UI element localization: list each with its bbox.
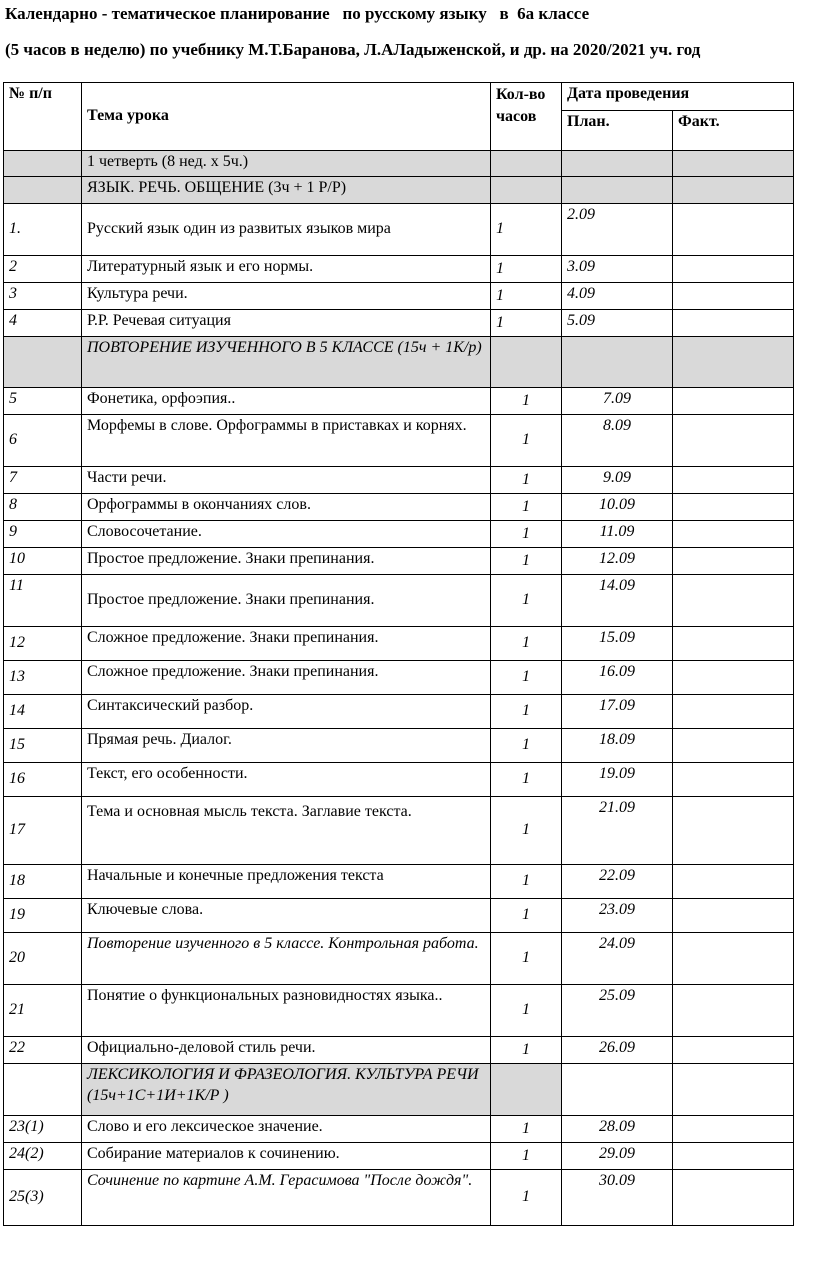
row-num: 11 (4, 575, 82, 627)
row-num: 25(3) (4, 1170, 82, 1226)
table-row (4, 388, 794, 415)
row-topic: Синтаксический разбор. (82, 695, 491, 729)
row-fact (673, 661, 794, 695)
row-count: 1 (491, 204, 562, 256)
header-fact: Факт. (673, 111, 794, 151)
row-count: 1 (491, 933, 562, 985)
table-row (4, 627, 794, 661)
table-row (4, 763, 794, 797)
row-num: 17 (4, 797, 82, 865)
row-plan: 17.09 (562, 695, 673, 729)
row-topic: Сочинение по картине А.М. Герасимова "После дождя". (82, 1170, 491, 1226)
row-fact (673, 899, 794, 933)
row-plan: 18.09 (562, 729, 673, 763)
table-row (4, 1143, 794, 1170)
row-count: 1 (491, 415, 562, 467)
row-plan: 16.09 (562, 661, 673, 695)
row-count: 1 (491, 729, 562, 763)
row-topic: Сложное предложение. Знаки препинания. (82, 661, 491, 695)
row-fact (673, 933, 794, 985)
row-topic: Текст, его особенности. (82, 763, 491, 797)
row-num: 24(2) (4, 1143, 82, 1170)
row-count: 1 (491, 1037, 562, 1064)
row-fact (673, 494, 794, 521)
header-topic: Тема урока (82, 83, 491, 151)
row-fact (673, 627, 794, 661)
row-num: 2 (4, 256, 82, 283)
table-row (4, 548, 794, 575)
header-num: № п/п (4, 83, 82, 151)
row-topic: Фонетика, орфоэпия.. (82, 388, 491, 415)
row-count: 1 (491, 1143, 562, 1170)
table-row (4, 283, 794, 310)
row-count: 1 (491, 256, 562, 283)
table-row (4, 521, 794, 548)
table-row (4, 575, 794, 627)
row-count: 1 (491, 548, 562, 575)
row-plan: 14.09 (562, 575, 673, 627)
row-plan: 4.09 (562, 283, 673, 310)
table-row (4, 865, 794, 899)
row-topic: Р.Р. Речевая ситуация (82, 310, 491, 337)
row-plan: 5.09 (562, 310, 673, 337)
row-plan: 19.09 (562, 763, 673, 797)
table-row (4, 415, 794, 467)
row-num: 18 (4, 865, 82, 899)
row-plan: 25.09 (562, 985, 673, 1037)
row-num: 13 (4, 661, 82, 695)
row-plan: 15.09 (562, 627, 673, 661)
row-topic: Литературный язык и его нормы. (82, 256, 491, 283)
table-row (4, 256, 794, 283)
section-row (4, 151, 794, 177)
row-fact (673, 1143, 794, 1170)
row-plan: 30.09 (562, 1170, 673, 1226)
row-topic: Орфограммы в окончаниях слов. (82, 494, 491, 521)
row-fact (673, 388, 794, 415)
row-num: 4 (4, 310, 82, 337)
row-plan: 10.09 (562, 494, 673, 521)
row-num: 12 (4, 627, 82, 661)
row-fact (673, 256, 794, 283)
row-topic: Понятие о функциональных разновидностях языка.. (82, 985, 491, 1037)
row-plan: 26.09 (562, 1037, 673, 1064)
row-topic: Прямая речь. Диалог. (82, 729, 491, 763)
row-topic: Тема и основная мысль текста. Заглавие текста. (82, 797, 491, 865)
row-num: 9 (4, 521, 82, 548)
table-row (4, 933, 794, 985)
row-topic: Культура речи. (82, 283, 491, 310)
lesson-plan-table (3, 82, 794, 1226)
row-plan: 29.09 (562, 1143, 673, 1170)
row-topic: Собирание материалов к сочинению. (82, 1143, 491, 1170)
row-topic: Простое предложение. Знаки препинания. (82, 548, 491, 575)
table-row (4, 1116, 794, 1143)
row-count: 1 (491, 985, 562, 1037)
row-fact (673, 548, 794, 575)
section-row (4, 177, 794, 204)
row-num: 1. (4, 204, 82, 256)
row-num: 5 (4, 388, 82, 415)
row-plan: 7.09 (562, 388, 673, 415)
section-title: ПОВТОРЕНИЕ ИЗУЧЕННОГО В 5 КЛАССЕ (15ч + 1К/р) (82, 337, 491, 388)
table-row (4, 797, 794, 865)
table-row (4, 1037, 794, 1064)
row-plan: 11.09 (562, 521, 673, 548)
section-title: ЯЗЫК. РЕЧЬ. ОБЩЕНИЕ (3ч + 1 Р/Р) (82, 177, 491, 204)
row-count: 1 (491, 521, 562, 548)
table-row (4, 661, 794, 695)
header-plan: План. (562, 111, 673, 151)
table-row (4, 494, 794, 521)
row-count: 1 (491, 1116, 562, 1143)
row-count: 1 (491, 763, 562, 797)
table-row (4, 310, 794, 337)
row-num: 8 (4, 494, 82, 521)
row-plan: 3.09 (562, 256, 673, 283)
row-fact (673, 1170, 794, 1226)
row-fact (673, 521, 794, 548)
row-count: 1 (491, 388, 562, 415)
section-row (4, 337, 794, 388)
document-title: Календарно - тематическое планирование по русскому языку в 6а классе (5, 4, 590, 23)
row-count: 1 (491, 283, 562, 310)
header-count: Кол-во часов (491, 83, 562, 151)
row-count: 1 (491, 695, 562, 729)
document-subtitle: (5 часов в неделю) по учебнику М.Т.Баранова, Л.АЛадыженской, и др. на 2020/2021 уч. год (5, 40, 701, 59)
row-plan: 12.09 (562, 548, 673, 575)
row-count: 1 (491, 1170, 562, 1226)
row-fact (673, 865, 794, 899)
row-num: 7 (4, 467, 82, 494)
header-date: Дата проведения (562, 83, 794, 111)
row-topic: Слово и его лексическое значение. (82, 1116, 491, 1143)
header-row (4, 83, 794, 111)
row-fact (673, 283, 794, 310)
row-count: 1 (491, 575, 562, 627)
row-topic: Морфемы в слове. Орфограммы в приставках и корнях. (82, 415, 491, 467)
row-num: 14 (4, 695, 82, 729)
row-fact (673, 763, 794, 797)
row-fact (673, 467, 794, 494)
row-topic: Повторение изученного в 5 классе. Контрольная работа. (82, 933, 491, 985)
row-plan: 22.09 (562, 865, 673, 899)
row-plan: 28.09 (562, 1116, 673, 1143)
section-title: ЛЕКСИКОЛОГИЯ И ФРАЗЕОЛОГИЯ. КУЛЬТУРА РЕЧИ (15ч+1С+1И+1К/Р ) (82, 1064, 491, 1116)
row-count: 1 (491, 467, 562, 494)
row-count: 1 (491, 899, 562, 933)
row-plan: 9.09 (562, 467, 673, 494)
table-row (4, 985, 794, 1037)
row-fact (673, 415, 794, 467)
row-num: 6 (4, 415, 82, 467)
row-num: 21 (4, 985, 82, 1037)
row-fact (673, 1037, 794, 1064)
row-fact (673, 575, 794, 627)
row-fact (673, 695, 794, 729)
row-topic: Простое предложение. Знаки препинания. (82, 575, 491, 627)
row-topic: Словосочетание. (82, 521, 491, 548)
row-fact (673, 729, 794, 763)
table-row (4, 695, 794, 729)
row-topic: Русский язык один из развитых языков мира (82, 204, 491, 256)
row-plan: 2.09 (562, 204, 673, 256)
row-plan: 21.09 (562, 797, 673, 865)
row-num: 23(1) (4, 1116, 82, 1143)
row-num: 3 (4, 283, 82, 310)
row-num: 10 (4, 548, 82, 575)
row-plan: 8.09 (562, 415, 673, 467)
row-plan: 24.09 (562, 933, 673, 985)
row-num: 20 (4, 933, 82, 985)
row-topic: Сложное предложение. Знаки препинания. (82, 627, 491, 661)
row-count: 1 (491, 865, 562, 899)
quarter-label: 1 четверть (8 нед. х 5ч.) (82, 151, 491, 177)
row-topic: Ключевые слова. (82, 899, 491, 933)
row-plan: 23.09 (562, 899, 673, 933)
row-fact (673, 310, 794, 337)
row-topic: Начальные и конечные предложения текста (82, 865, 491, 899)
section-row (4, 1064, 794, 1116)
row-fact (673, 797, 794, 865)
row-count: 1 (491, 627, 562, 661)
row-num: 15 (4, 729, 82, 763)
row-topic: Части речи. (82, 467, 491, 494)
table-row (4, 467, 794, 494)
row-num: 19 (4, 899, 82, 933)
row-fact (673, 1116, 794, 1143)
row-topic: Официально-деловой стиль речи. (82, 1037, 491, 1064)
table-row (4, 1170, 794, 1226)
row-count: 1 (491, 310, 562, 337)
row-count: 1 (491, 661, 562, 695)
row-num: 16 (4, 763, 82, 797)
table-row (4, 204, 794, 256)
table-row (4, 729, 794, 763)
table-row (4, 899, 794, 933)
row-count: 1 (491, 494, 562, 521)
row-count: 1 (491, 797, 562, 865)
row-num: 22 (4, 1037, 82, 1064)
row-fact (673, 985, 794, 1037)
row-fact (673, 204, 794, 256)
